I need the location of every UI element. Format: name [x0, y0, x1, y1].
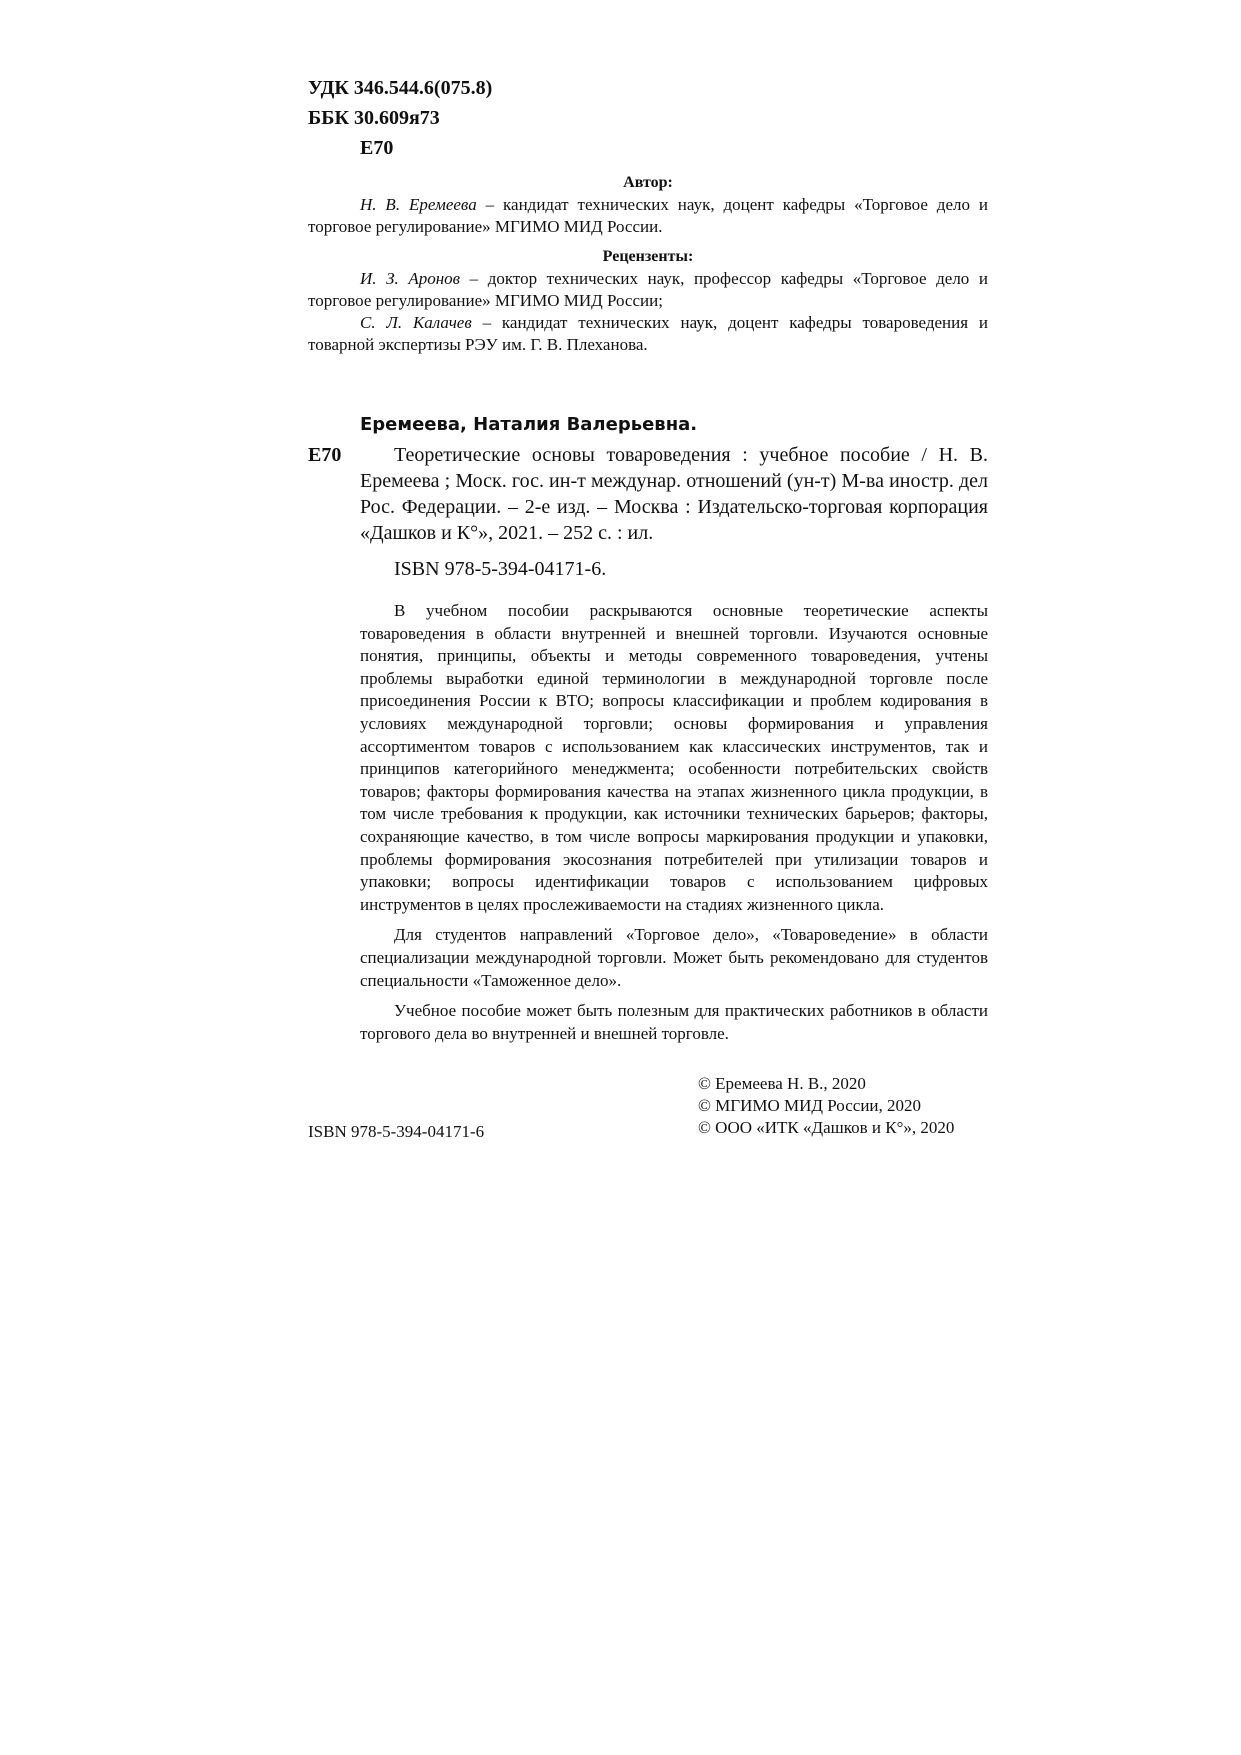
author-description: – кандидат технических наук, доцент кафедры «Торговое дело и торговое регулирование» МГИМО МИД России.: [308, 195, 988, 236]
catalog-author: Еремеева, Наталия Валерьевна.: [360, 414, 698, 435]
catalog-code: Е70: [308, 444, 342, 466]
author-name: Н. В. Еремеева: [360, 195, 477, 214]
reviewers-heading: Рецензенты:: [602, 248, 694, 265]
bbk-code: ББК 30.609я73: [308, 107, 440, 129]
abstract-paragraph: В учебном пособии раскрываются основные теоретические аспекты товароведения в области внутренней и внешней торговли. Изучаются основные понятия, принципы, объекты и методы современного товароведения, учтены проблемы выработки единой терминологии в международной торговле после присоединения России к ВТО; вопросы классификации и проблем кодирования в условиях международной торговли; основы формирования и управления ассортиментом товаров с использованием как классических инструментов, так и принципов категорийного менеджмента; особенности потребительских свойств товаров; факторы формирования качества на этапах жизненного цикла продукции, в том числе требования к продукции, как источники технических барьеров; факторы, сохраняющие качество, в том числе вопросы маркирования продукции и упаковки, проблемы формирования экосознания потребителей при утилизации товаров и упаковки; вопросы идентификации товаров с использованием цифровых инструментов в целях прослеживаемости на стадиях жизненного цикла.: [360, 601, 988, 914]
catalog-entry: [308, 412, 988, 582]
author-heading: Автор:: [623, 174, 673, 191]
udk-code: УДК 346.544.6(075.8): [308, 77, 493, 99]
reviewer-description: – доктор технических наук, профессор кафедры «Торговое дело и торговое регулирование» МГИМО МИД России;: [308, 269, 988, 310]
abstract-block: [360, 600, 988, 1045]
credits-block: [308, 172, 988, 356]
reviewer-name: И. З. Аронов: [360, 269, 461, 288]
copyright-line: © Еремеева Н. В., 2020: [698, 1074, 866, 1094]
author-mark: Е70: [360, 137, 394, 159]
catalog-isbn: ISBN 978-5-394-04171-6.: [394, 558, 607, 580]
abstract-paragraph: Учебное пособие может быть полезным для практических работников в области торгового дела во внутренней и внешней торговле.: [360, 1001, 988, 1043]
footer-isbn: ISBN 978-5-394-04171-6: [308, 1122, 485, 1142]
copyright-line: © МГИМО МИД России, 2020: [698, 1096, 922, 1116]
copyright-list: [698, 1073, 954, 1139]
copyright-line: © ООО «ИТК «Дашков и К°», 2020: [698, 1118, 955, 1138]
title-page-verso: [308, 74, 988, 1143]
reviewer-credit: [308, 268, 988, 312]
catalog-description: Теоретические основы товароведения : учебное пособие / Н. В. Еремеева ; Моск. гос. ин-т междунар. отношений (ун-т) М-ва иностр. дел Рос. Федерации. – 2-е изд. – Москва : Издательско-торговая корпорация «Дашков и К°», 2021. – 252 с. : ил.: [360, 444, 988, 544]
reviewer-description: – кандидат технических наук, доцент кафедры товароведения и товарной экспертизы РЭУ им. Г. В. Плеханова.: [308, 313, 988, 354]
classification-block: [308, 74, 988, 162]
reviewer-credit: [308, 312, 988, 356]
reviewer-name: С. Л. Калачев: [360, 313, 472, 332]
footer-block: [308, 1073, 988, 1143]
author-credit: [308, 194, 988, 238]
abstract-paragraph: Для студентов направлений «Торговое дело», «Товароведение» в области специализации международной торговли. Может быть рекомендовано для студентов специальности «Таможенное дело».: [360, 925, 988, 990]
